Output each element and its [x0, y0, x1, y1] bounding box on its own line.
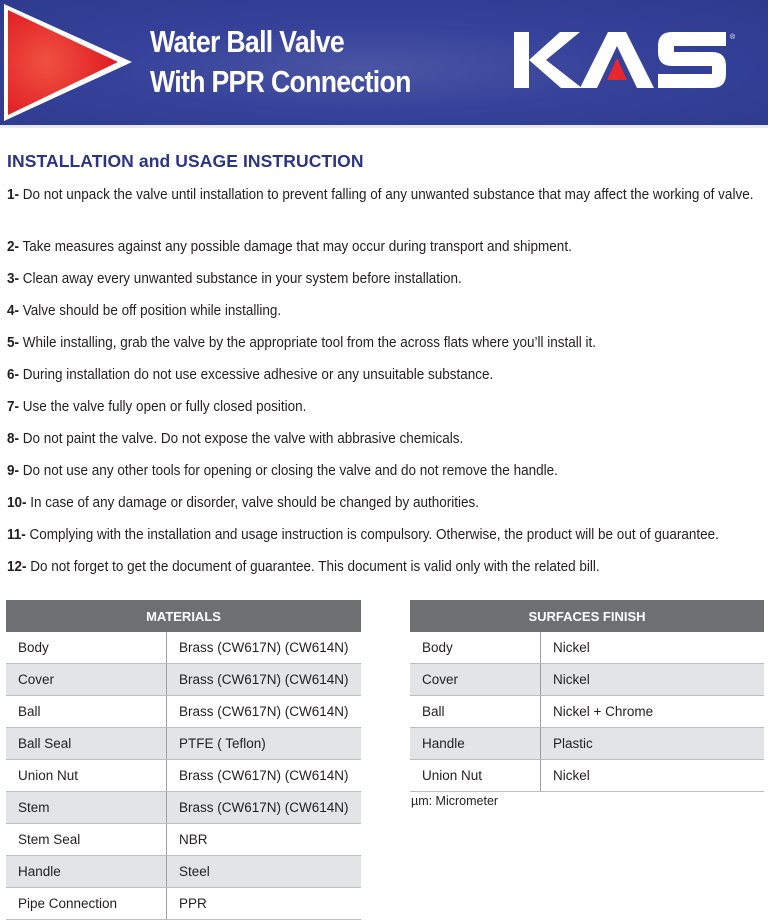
material-value: Steel — [167, 856, 362, 888]
part-name: Pipe Connection — [6, 888, 167, 920]
finish-value: Nickel — [541, 632, 765, 664]
part-name: Union Nut — [410, 760, 541, 792]
table-row — [6, 664, 361, 696]
material-value: NBR — [167, 824, 362, 856]
material-value: Brass (CW617N) (CW614N) — [167, 760, 362, 792]
material-value: Brass (CW617N) (CW614N) — [167, 632, 362, 664]
table-row — [6, 792, 361, 824]
material-value: Brass (CW617N) (CW614N) — [167, 664, 362, 696]
title-line-2: With PPR Connection — [150, 64, 411, 99]
header-banner — [0, 0, 768, 125]
table-row — [6, 728, 361, 760]
instruction-item: 12- Do not forget to get the document of guarantee. This document is valid only with the related bill. — [7, 558, 600, 575]
banner-divider — [0, 125, 768, 128]
red-triangle-icon — [0, 0, 140, 125]
finish-value: Nickel + Chrome — [541, 696, 765, 728]
instruction-item: 7- Use the valve fully open or fully closed position. — [7, 398, 307, 415]
surfaces-finish-table — [410, 600, 764, 792]
table-row — [6, 856, 361, 888]
part-name: Handle — [6, 856, 167, 888]
instruction-item: 9- Do not use any other tools for opening or closing the valve and do not remove the handle. — [7, 462, 558, 479]
part-name: Stem Seal — [6, 824, 167, 856]
instruction-item: 2- Take measures against any possible damage that may occur during transport and shipment. — [7, 238, 572, 255]
instruction-item: 6- During installation do not use excessive adhesive or any unsuitable substance. — [7, 366, 494, 383]
instruction-item: 11- Complying with the installation and usage instruction is compulsory. Otherwise, the product will be out of guarantee. — [7, 526, 719, 543]
material-value: PTFE ( Teflon) — [167, 728, 362, 760]
part-name: Ball — [410, 696, 541, 728]
instruction-item: 5- While installing, grab the valve by the appropriate tool from the across flats where you’ll install it. — [7, 334, 597, 351]
instruction-item: 3- Clean away every unwanted substance in your system before installation. — [7, 270, 462, 287]
table-row — [6, 888, 361, 920]
registered-mark: ® — [730, 34, 736, 41]
table-row — [410, 728, 764, 760]
finish-value: Plastic — [541, 728, 765, 760]
part-name: Union Nut — [6, 760, 167, 792]
part-name: Body — [6, 632, 167, 664]
material-value: PPR — [167, 888, 362, 920]
table-row — [410, 760, 764, 792]
table-row — [6, 760, 361, 792]
materials-header: MATERIALS — [6, 600, 361, 632]
product-title — [150, 22, 411, 102]
part-name: Ball Seal — [6, 728, 167, 760]
title-line-1: Water Ball Valve — [150, 24, 344, 59]
material-value: Brass (CW617N) (CW614N) — [167, 792, 362, 824]
part-name: Ball — [6, 696, 167, 728]
part-name: Body — [410, 632, 541, 664]
finish-value: Nickel — [541, 664, 765, 696]
instruction-item: 10- In case of any damage or disorder, valve should be changed by authorities. — [7, 494, 480, 511]
materials-table — [6, 600, 361, 920]
kas-logo — [512, 30, 732, 90]
unit-note: µm: Micrometer — [411, 794, 499, 808]
table-row — [6, 696, 361, 728]
instruction-list — [7, 184, 757, 577]
instruction-item: 4- Valve should be off position while installing. — [7, 302, 282, 319]
table-row — [6, 632, 361, 664]
instruction-item: 1- Do not unpack the valve until installation to prevent falling of any unwanted substance that may affect the working of valve. — [7, 186, 754, 203]
table-row — [410, 696, 764, 728]
finish-value: Nickel — [541, 760, 765, 792]
part-name: Cover — [6, 664, 167, 696]
part-name: Cover — [410, 664, 541, 696]
table-row — [410, 664, 764, 696]
material-value: Brass (CW617N) (CW614N) — [167, 696, 362, 728]
table-row — [6, 824, 361, 856]
surfaces-header: SURFACES FINISH — [410, 600, 764, 632]
section-title: INSTALLATION and USAGE INSTRUCTION — [7, 151, 364, 171]
instruction-item: 8- Do not paint the valve. Do not expose the valve with abbrasive chemicals. — [7, 430, 464, 447]
part-name: Stem — [6, 792, 167, 824]
table-row — [410, 632, 764, 664]
part-name: Handle — [410, 728, 541, 760]
